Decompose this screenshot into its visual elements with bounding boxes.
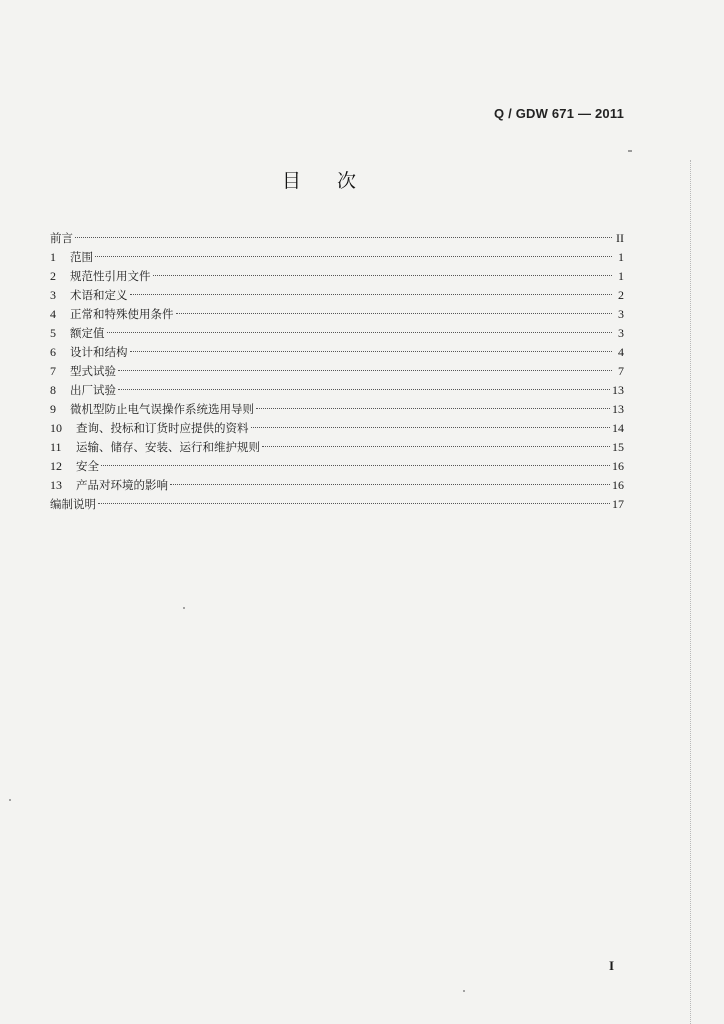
toc-leader-dots: [153, 275, 613, 276]
toc-entry-page: 14: [612, 421, 624, 435]
toc-entry-page: 16: [612, 478, 624, 492]
toc-entry-number: 2: [50, 269, 56, 283]
toc-leader-dots: [101, 465, 610, 466]
toc-entry-number: 13: [50, 478, 62, 492]
scan-speck: [463, 990, 465, 992]
toc-leader-dots: [75, 237, 612, 238]
toc-title: 目次: [281, 170, 392, 192]
toc-entry-label: 运输、储存、安装、运行和维护规则: [76, 440, 260, 454]
toc-entry[interactable]: [50, 438, 624, 457]
toc-entry-number: 9: [50, 402, 56, 416]
scan-mark: [628, 150, 632, 152]
toc-entry[interactable]: [50, 381, 624, 400]
toc-entry-page: 16: [612, 459, 624, 473]
toc-entry-page: 13: [612, 383, 624, 397]
toc-entry-page: 1: [618, 269, 624, 283]
toc-leader-dots: [251, 427, 611, 428]
toc-entry-number: 6: [50, 345, 56, 359]
toc-entry[interactable]: [50, 343, 624, 362]
toc-entry-number: 12: [50, 459, 62, 473]
toc-entry-number: 8: [50, 383, 56, 397]
toc-entry-label: 范围: [70, 250, 93, 264]
toc-entry[interactable]: [50, 248, 624, 267]
toc-entry-label: 额定值: [70, 326, 105, 340]
toc-entry-number: 10: [50, 421, 62, 435]
toc-entry-label: 微机型防止电气误操作系统选用导则: [70, 402, 254, 416]
toc-leader-dots: [176, 313, 613, 314]
toc-leader-dots: [118, 370, 612, 371]
toc-entry-label: 设计和结构: [70, 345, 128, 359]
scan-speck: [183, 607, 185, 609]
toc-entry-number: 4: [50, 307, 56, 321]
toc-leader-dots: [262, 446, 610, 447]
page-number: I: [608, 958, 614, 973]
toc-entry-page: II: [616, 231, 624, 245]
document-code: Q / GDW 671 — 2011: [493, 106, 624, 121]
toc-entry[interactable]: [50, 305, 624, 324]
toc-entry-page: 7: [618, 364, 624, 378]
toc-entry-label: 出厂试验: [70, 383, 116, 397]
toc-entry[interactable]: [50, 400, 624, 419]
toc-entry[interactable]: [50, 267, 624, 286]
toc-entry-page: 13: [612, 402, 624, 416]
toc-entry-page: 1: [618, 250, 624, 264]
toc-entry-page: 3: [618, 326, 624, 340]
scan-speck: [9, 799, 11, 801]
toc-entry-label: 术语和定义: [70, 288, 128, 302]
toc-entry-number: 7: [50, 364, 56, 378]
toc-entry-label: 编制说明: [50, 497, 96, 511]
toc-leader-dots: [130, 351, 613, 352]
toc-entry-label: 前言: [50, 231, 73, 245]
toc-entry-label: 规范性引用文件: [70, 269, 151, 283]
toc-entry-page: 17: [612, 497, 624, 511]
toc-leader-dots: [256, 408, 610, 409]
toc-entry[interactable]: [50, 362, 624, 381]
toc-leader-dots: [95, 256, 612, 257]
toc-entry-label: 安全: [76, 459, 99, 473]
toc-entry-page: 4: [618, 345, 624, 359]
toc-entry-label: 正常和特殊使用条件: [70, 307, 174, 321]
toc-entry-number: 11: [50, 440, 62, 454]
toc-entry[interactable]: [50, 229, 624, 248]
toc-entry[interactable]: [50, 457, 624, 476]
toc-entry[interactable]: [50, 286, 624, 305]
toc-entry[interactable]: [50, 476, 624, 495]
toc-entry-number: 1: [50, 250, 56, 264]
toc-entry-page: 2: [618, 288, 624, 302]
toc-leader-dots: [107, 332, 613, 333]
toc-leader-dots: [118, 389, 610, 390]
toc-leader-dots: [170, 484, 610, 485]
toc-entry[interactable]: [50, 495, 624, 514]
toc-entry-label: 产品对环境的影响: [76, 478, 168, 492]
toc-leader-dots: [98, 503, 610, 504]
scan-edge-line: [690, 160, 692, 1024]
toc-entry-number: 3: [50, 288, 56, 302]
toc-entry[interactable]: [50, 324, 624, 343]
toc-entry-label: 查询、投标和订货时应提供的资料: [76, 421, 249, 435]
toc-entry-page: 3: [618, 307, 624, 321]
toc-entry-number: 5: [50, 326, 56, 340]
toc-entry-page: 15: [612, 440, 624, 454]
toc-leader-dots: [130, 294, 613, 295]
table-of-contents: [50, 229, 624, 514]
toc-entry-label: 型式试验: [70, 364, 116, 378]
toc-entry[interactable]: [50, 419, 624, 438]
